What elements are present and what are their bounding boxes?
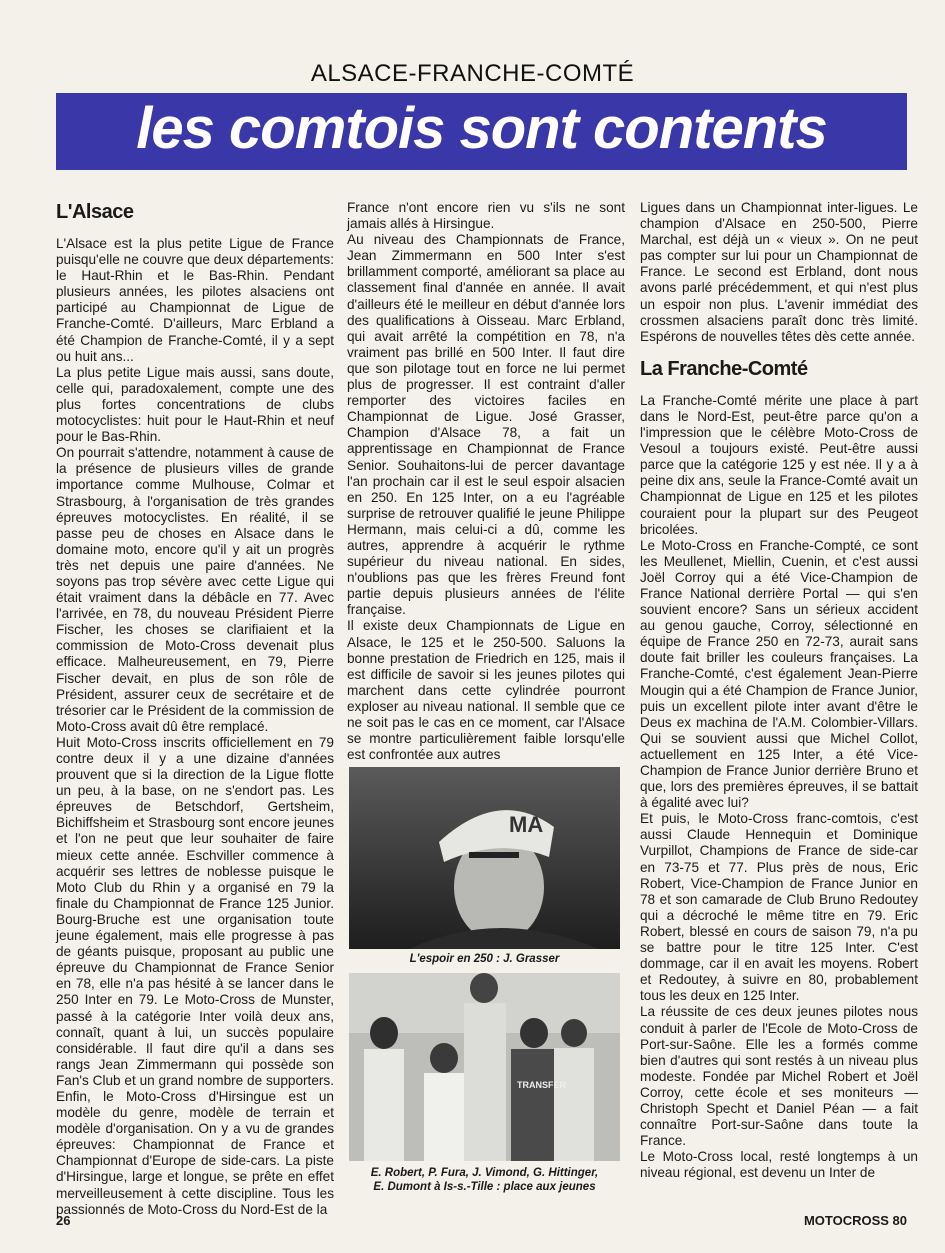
page-number: 26 <box>56 1213 71 1228</box>
paragraph: Huit Moto-Cross inscrits officiellement en 79 contre deux il y a une dizaine d'années prouvent que si la direction de la Ligue flotte un peu, à la base, on ne s'endort pas. Les épreuves de Betschdorf, Gertsheim, Bichiffsheim et Strasbourg sont encore jeunes et l'on ne peut que leur souhaiter de faire mieux cette année. Eschviller commence à acquérir ses lettres de noblesse puisque le Moto Club du Rhin y a organisé en 79 la finale du Championnat de France 125 Junior. Bourg-Bruche est une organisation toute jeune également, mais elle progresse à pas de géants puisque, proposant au public une épreuve du Championnat de France Senior en 78, elle n'a pas hésité à se lancer dans le 250 Inter en 79. Le Moto-Cross de Munster, passé à la catégorie Inter voilà deux ans, connaît, quant à lui, un succès populaire considérable. Il faut dire qu'il a dans ses rangs Jean Zimmermann qui possède son Fan's Club et un grand nombre de supporters. Enfin, le Moto-Cross d'Hirsingue est un modèle du genre, modèle de terrain et modèle d'organisation. On y a vu de grandes épreuves: Championnat de France et Championnat d'Europe de side-cars. La piste d'Hirsingue, large et longue, se prête en effet merveilleusement à cette discipline. Tous les passionnés de Moto-Cross du Nord-Est de la <box>56 734 334 1217</box>
group-photo-image <box>349 973 620 1161</box>
section-heading-franche-comte: La Franche-Comté <box>640 357 808 380</box>
caption-photo-1: L'espoir en 250 : J. Grasser <box>409 953 560 965</box>
paragraph: La plus petite Ligue mais aussi, sans doute, celle qui, paradoxalement, compte une des plus fortes concentrations de clubs motocyclistes: huit pour le Haut-Rhin et neuf pour le Bas-Rhin. <box>56 364 334 445</box>
paragraph: Ligues dans un Championnat inter-ligues. Le champion d'Alsace en 250-500, Pierre Marchal, est déjà un « vieux ». On ne peut pas compter sur lui pour un Championnat de France. Le second est Erbland, dont nous avons parlé précédemment, et qui n'est plus un espoir non plus. L'avenir immédiat des crossmen alsaciens paraît donc très limité. Espérons de nouvelles têtes dès cette année. <box>640 200 918 344</box>
caption-line: E. Robert, P. Fura, J. Vimond, G. Hittinger, <box>370 1167 599 1179</box>
paragraph: Le Moto-Cross en Franche-Compté, ce sont les Meullenet, Miellin, Cuenin, et c'est aussi Joël Corroy qui a été Vice-Champion de France National derrière Portal — qui s'en souvient encore? Sans un sérieux accident au genou gauche, Corroy, sélectionné en équipe de France 250 en 72-73, aurait sans doute fait briller les couleurs françaises. La Franche-Comté, c'est également Jean-Pierre Mougin qui a été Champion de France Junior, puis un excellent pilote inter avant d'être le Deus ex machina de l'A.M. Colombier-Villars. Qui se souvient aussi que Michel Collot, actuellement en 125 Inter, a été Vice-Champion de France Junior derrière Bruno et que, lors des premières épreuves, il se battait à égalité avec lui? <box>640 537 918 811</box>
paragraph: Et puis, le Moto-Cross franc-comtois, c'est aussi Claude Hennequin et Dominique Vurpillot, Champions de France de side-car en 73-75 et 77. Plus près de nous, Eric Robert, Vice-Champion de France Junior en 78 et son camarade de Club Bruno Redoutey qui a décroché le même titre en 79. Eric Robert, blessé en cours de saison 79, n'a pu se battre pour le titre 125 Inter. C'est dommage, car il en avait les moyens. Robert et Redoutey, à suivre en 80, probablement tous les deux en 125 Inter. <box>640 811 918 1004</box>
paragraph: Il existe deux Championnats de Ligue en Alsace, le 125 et le 250-500. Saluons la bonne prestation de Friedrich en 125, mais il est difficile de savoir si les jeunes pilotes qui marchent dans cette cylindrée pourront exploser au niveau national. Il semble que ce ne soit pas le cas en ce moment, car l'Alsace se montre particulièrement faible lorsqu'elle est confrontée aux autres <box>347 618 625 763</box>
photo-grasser <box>349 767 620 949</box>
section-heading-alsace: L'Alsace <box>56 201 134 223</box>
paragraph: Au niveau des Championnats de France, Jean Zimmermann en 500 Inter s'est brillamment comporté, améliorant sa place au classement final d'année en année. Il avait d'ailleurs été le meilleur en début d'année lors des qualifications à Oisseau. Marc Erbland, qui avait arrêté la compétition en 78, n'a vraiment pas brillé en 500 Inter. Il faut dire que son pilotage tout en force ne lui permet plus de progresser. Il est contraint d'aller remporter des victoires faciles en Championnat de Ligue. José Grasser, Champion d'Alsace 78, a fait un apprentissage en Championnat de France Senior. Souhaitons-lui de percer davantage l'an prochain car il est le seul espoir alsacien en 250. En 125 Inter, on a eu l'agréable surprise de retrouver qualifié le jeune Philippe Hermann, mais celui-ci a dû, comme les autres, apprendre à acquérir le rythme supérieur du niveau national. En sides, n'oublions pas que les frères Freund font partie depuis plusieurs années de l'élite française. <box>347 232 625 618</box>
rider-portrait-image <box>349 767 620 949</box>
jersey-lettering: TRANSFER <box>517 1080 566 1090</box>
headline-banner <box>56 93 907 170</box>
paragraph: Le Moto-Cross local, resté longtemps à un niveau régional, est devenu un Inter de <box>640 1149 918 1181</box>
paragraph: L'Alsace est la plus petite Ligue de France puisqu'elle ne couvre que deux départements: le Haut-Rhin et le Bas-Rhin. Pendant plusieurs années, les pilotes alsaciens ont participé au Championnat de Ligue de Franche-Comté. D'ailleurs, Marc Erbland a été Champion de Franche-Comté, il y a sept ou huit ans... <box>56 236 334 364</box>
caption-photo-2 <box>349 1166 620 1194</box>
magazine-name: MOTOCROSS 80 <box>803 1213 907 1228</box>
column-3 <box>640 200 918 1181</box>
column-1 <box>56 200 334 1218</box>
region-title: ALSACE-FRANCHE-COMTÉ <box>310 60 635 87</box>
caption-line: E. Dumont à Is-s.-Tille : place aux jeunes <box>373 1181 596 1193</box>
paragraph: France n'ont encore rien vu s'ils ne sont jamais allés à Hirsingue. <box>347 200 625 232</box>
paragraph: La Franche-Comté mérite une place à part dans le Nord-Est, peut-être parce qu'on a l'impression que le célèbre Moto-Cross de Vesoul a toujours existé. Peut-être aussi parce que la catégorie 125 y est née. Il y a à peine dix ans, seule la France-Comté avait un Championnat de Ligue en 125 et les pilotes couraient pour la plupart sur des Peugeot bricolées. <box>640 392 918 537</box>
headline: les comtois sont contents <box>136 96 827 161</box>
paragraph: La réussite de ces deux jeunes pilotes nous conduit à parler de l'Ecole de Moto-Cross de Port-sur-Saône. Elle les a formés comme bien d'autres qui sont restés à un niveau plus modeste. Fondée par Michel Robert et Joël Corroy, cette école et ses moniteurs — Christoph Specht et Daniel Péan — a fait connaître Port-sur-Saône dans toute la France. <box>640 1004 918 1149</box>
column-2 <box>347 200 625 763</box>
paragraph: On pourrait s'attendre, notamment à cause de la présence de plusieurs villes de grande importance comme Mulhouse, Colmar et Strasbourg, à l'organisation de très grandes épreuves motocyclistes. En réalité, il se passe peu de choses en Alsace dans le domaine moto, encore qu'il y ait un progrès très net depuis une paire d'années. Ne soyons pas trop sévère avec cette Ligue qui était vraiment dans la débâcle en 77. Avec l'arrivée, en 78, du nouveau Président Pierre Fischer, les choses se clarifiaient et la commission de Moto-Cross devenait plus efficace. Malheureusement, en 79, Pierre Fischer devait, en plus de son rôle de Président, assurer ceux de secrétaire et de trésorier car le Président de la commission de Moto-Cross avait dû être remplacé. <box>56 445 334 734</box>
helmet-lettering: MA <box>509 812 544 837</box>
photo-group <box>349 973 620 1161</box>
